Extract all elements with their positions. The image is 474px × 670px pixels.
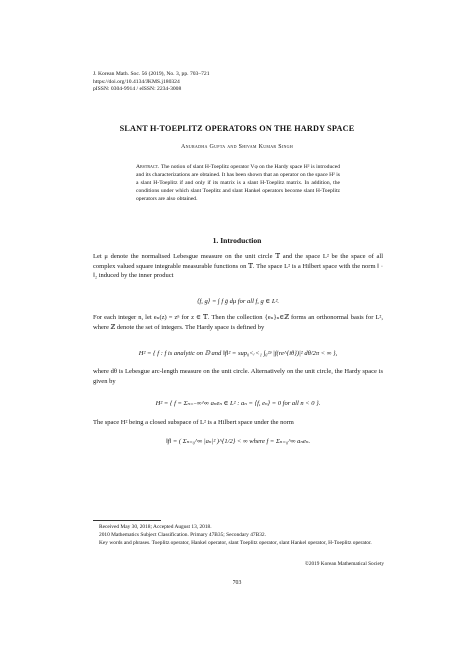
paper-title: SLANT H-TOEPLITZ OPERATORS ON THE HARDY SPACE (119, 124, 355, 133)
paragraph-1: Let μ denote the normalised Lebesgue measure on the unit circle 𝕋 and the space L² be the space of all complex valued square integrable measurable functions on 𝕋. The space L² is a Hilbert space with the norm ‖ · ‖₂ induced by the inner product (93, 253, 383, 280)
abstract (136, 164, 340, 204)
paragraph-4: The space H² being a closed subspace of L² is a Hilbert space under the norm (93, 419, 294, 426)
paper-authors: Anuradha Gupta and Shivam Kumar Singh (180, 144, 294, 150)
copyright-notice: ©2019 Korean Mathematical Society (304, 561, 384, 567)
keywords: Key words and phrases. Toeplitz operator, Hankel operator, slant Toeplitz operator, slant Hankel operator, H-Toeplitz operator. (99, 540, 372, 546)
equation-norm: ‖f‖ = ( Σₙ₌₀^∞ |aₙ|² )^{1/2} < ∞ where f = Σₙ₌₀^∞ aₙeₙ. (165, 438, 311, 445)
issn-line: pISSN: 0304-9914 / eISSN: 2234-3008 (93, 86, 182, 93)
journal-header (93, 71, 210, 94)
abstract-label: Abstract. (136, 164, 160, 170)
paragraph-2: For each integer n, let eₙ(z) = zⁿ for z ∈ 𝕋. Then the collection {eₙ}ₙ∈ℤ forms an orthonormal basis for L², where ℤ denote the set of integers. The Hardy space is defined by (93, 314, 383, 331)
journal-citation: J. Korean Math. Soc. 56 (2019), No. 3, pp. 703–721 (93, 71, 210, 77)
footnotes (99, 523, 389, 547)
doi-link[interactable]: https://doi.org/10.4134/JKMS.j180324 (93, 78, 180, 85)
abstract-text: The notion of slant H-Toeplitz operator Vφ on the Hardy space H² is introduced and its characterizations are obtained. It has been shown that an operator on the space H² is a slant H-Toeplitz if and only if its matrix is a slant H-Toeplitz matrix. In addition, the conditions under which slant Toeplitz and slant Hankel operators become slant H-Toeplitz operators are also obtained. (136, 164, 340, 202)
equation-hardy-alternative: H² = { f = Σₙ₌₋∞^∞ aₙeₙ ∈ L² : aₙ = ⟨f, eₙ⟩ = 0 for all n < 0 }. (155, 400, 321, 407)
page-number: 703 (232, 580, 242, 586)
equation-hardy-definition: H² = { f : f is analytic on 𝔻 and ‖f‖² = sup₀<ᵣ<₁ ∫₀²ᵖ |f(re^{iθ})|² dθ/2π < ∞ }, (138, 350, 338, 357)
section-heading: 1. Introduction (212, 236, 262, 245)
msc-classification: 2010 Mathematics Subject Classification. Primary 47B35; Secondary 47B32. (99, 532, 266, 538)
footnote-rule (93, 520, 161, 521)
received-date: Received May 30, 2018; Accepted August 13, 2018. (99, 524, 212, 530)
equation-inner-product: ⟨f, g⟩ = ∫ f ḡ dμ for all f, g ∈ L². (196, 298, 280, 305)
paragraph-3: where dθ is Lebesgue arc-length measure on the unit circle. Alternatively on the unit circle, the Hardy space is given by (93, 368, 383, 385)
